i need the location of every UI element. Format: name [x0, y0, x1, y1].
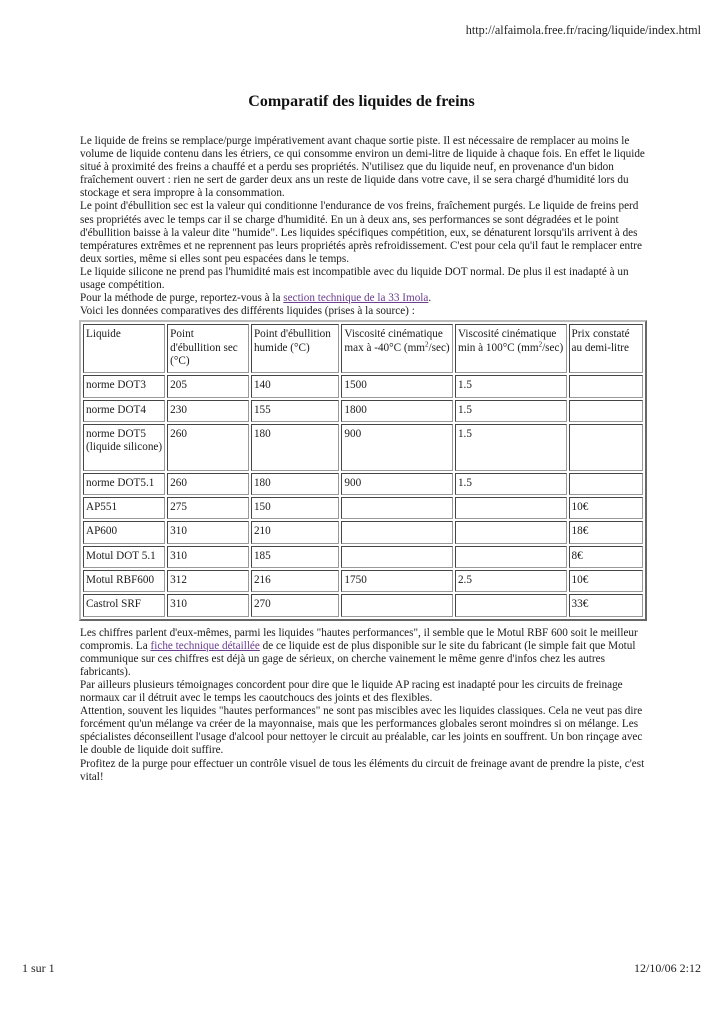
cell-liquide: norme DOT4 — [83, 400, 165, 422]
cell-liquide: Motul DOT 5.1 — [83, 546, 165, 568]
header-price: Prix constaté au demi-litre — [569, 324, 644, 373]
cell-viscosity-min: 1.5 — [455, 375, 567, 397]
superscript-2: 2 — [425, 339, 429, 348]
cell-wet-boiling: 150 — [251, 497, 339, 519]
header-viscosity-min: Viscosité cinématique min à 100°C $(mm^2/\sec)$ — [455, 324, 567, 373]
cell-price — [569, 473, 644, 495]
cell-liquide: norme DOT3 — [83, 375, 165, 397]
cell-wet-boiling: 185 — [251, 546, 339, 568]
paragraph-table-intro: Voici les données comparatives des différents liquides (prises à la source) : — [80, 305, 415, 318]
conclusion-part2: de ce liquide est de plus disponible sur le site du fabricant (le simple fait que Motul communique sur ces chiffres est déjà un gage de sérieux, on cherche vainement le même genre d'infos chez les autres fabricants). — [80, 639, 636, 678]
cell-viscosity-max: 1750 — [341, 570, 453, 592]
table-row — [83, 546, 643, 568]
table-row — [83, 570, 643, 592]
cell-liquide: AP551 — [83, 497, 165, 519]
print-datetime: 12/10/06 2:12 — [633, 961, 701, 975]
header-viscosity-max: Viscosité cinématique max à -40°C $(mm^2/\sec)$ — [341, 324, 453, 373]
cell-viscosity-max — [341, 594, 453, 616]
page-number: 1 sur 1 — [22, 961, 55, 975]
cell-price: 8€ — [569, 546, 644, 568]
cell-dry-boiling: 205 — [167, 375, 249, 397]
header-dry-boiling: Point d'ébullition sec (°C) — [167, 324, 249, 373]
paragraph-replacement: Le liquide de freins se remplace/purge impérativement avant chaque sortie piste. Il est nécessaire de remplacer au moins le volume de liquide contenu dans les étriers, ce qui consomme environ un demi-litre de liquide à chaque fois. En effet le liquide situé à proximité des freins a chauffé et a perdu ses propriétés. N'utilisez que du liquide neuf, en provenance d'un bidon fraîchement ouvert : rien ne sert de garder deux ans un reste de liquide dans votre cave, il se sera chargé d'humidité lors du stockage et sera impropre à la consommation. — [80, 135, 645, 200]
page-url: http://alfaimola.free.fr/racing/liquide/index.html — [465, 23, 701, 37]
table-row — [83, 375, 643, 397]
cell-dry-boiling: 312 — [167, 570, 249, 592]
header-wet-boiling: Point d'ébullition humide (°C) — [251, 324, 339, 373]
paragraph-ap-racing: Par ailleurs plusieurs témoignages concordent pour dire que le liquide AP racing est inadapté pour les circuits de freinage normaux car il détruit avec le temps les caoutchoucs des joints et des flexibles. — [80, 678, 623, 705]
cell-viscosity-min — [455, 546, 567, 568]
paragraph-silicone: Le liquide silicone ne prend pas l'humidité mais est incompatible avec du liquide DOT normal. De plus il est inadapté à un usage compétition. — [80, 265, 629, 292]
table-row — [83, 473, 643, 495]
cell-price: 18€ — [569, 521, 644, 543]
cell-liquide: Castrol SRF — [83, 594, 165, 616]
cell-wet-boiling: 270 — [251, 594, 339, 616]
cell-wet-boiling: 210 — [251, 521, 339, 543]
cell-wet-boiling: 155 — [251, 400, 339, 422]
superscript-2: 2 — [538, 339, 543, 348]
cell-viscosity-min: 2.5 — [455, 570, 567, 592]
comparison-table — [79, 320, 647, 620]
cell-dry-boiling: 260 — [167, 424, 249, 471]
paragraph-visual-check: Profitez de la purge pour effectuer un contrôle visuel de tous les éléments du circuit de freinage avant de prendre la piste, c'est vital! — [80, 757, 645, 783]
cell-dry-boiling: 310 — [167, 594, 249, 616]
header-liquide: Liquide — [83, 324, 165, 373]
cell-liquide: Motul RBF600 — [83, 570, 165, 592]
cell-dry-boiling: 230 — [167, 400, 249, 422]
section-technique-link[interactable]: section technique de la 33 Imola — [283, 292, 429, 305]
cell-viscosity-min — [455, 521, 567, 543]
cell-viscosity-max: 900 — [341, 424, 453, 471]
cell-viscosity-min: 1.5 — [455, 424, 567, 471]
cell-wet-boiling: 180 — [251, 424, 339, 471]
cell-viscosity-min — [455, 594, 567, 616]
cell-viscosity-max: 1500 — [341, 375, 453, 397]
table-row — [83, 424, 643, 471]
article-body — [80, 135, 650, 784]
cell-liquide: norme DOT5.1 — [83, 473, 165, 495]
cell-wet-boiling: 216 — [251, 570, 339, 592]
cell-price — [569, 375, 644, 397]
cell-viscosity-max — [341, 546, 453, 568]
cell-viscosity-max: 900 — [341, 473, 453, 495]
cell-viscosity-max: 1800 — [341, 400, 453, 422]
cell-dry-boiling: 275 — [167, 497, 249, 519]
cell-price — [569, 400, 644, 422]
cell-price — [569, 424, 644, 471]
paragraph-conclusion — [80, 627, 650, 679]
cell-dry-boiling: 310 — [167, 521, 249, 543]
cell-viscosity-min: 1.5 — [455, 400, 567, 422]
cell-dry-boiling: 310 — [167, 546, 249, 568]
cell-viscosity-max — [341, 497, 453, 519]
cell-viscosity-min: 1.5 — [455, 473, 567, 495]
fiche-technique-link[interactable]: fiche technique détaillée — [150, 639, 260, 652]
conclusion-part1: Les chiffres parlent d'eux-mêmes, parmi les liquides "hautes performances", il semble que le Motul RBF 600 soit le meilleur compromis. La — [80, 626, 638, 652]
cell-liquide: norme DOT5 (liquide silicone) — [83, 424, 165, 471]
cell-viscosity-max — [341, 521, 453, 543]
table-header-row — [83, 324, 643, 373]
paragraph-boiling-point: Le point d'ébullition sec est la valeur qui conditionne l'endurance de vos freins, fraîchement purgés. Le liquide de freins perd ses propriétés avec le temps car il se charge d'humidité. En un à deux ans, ses performances se sont dégradées et le point d'ébullition baisse à la valeur dite "humide". Les liquides spécifiques compétition, eux, se dénaturent lorsqu'ils arrivent à des températures extrêmes et ne reprennent pas leurs propriétés après refroidissement. C'est pour cela qu'il faut le remplacer entre deux sorties, même si elles sont peu espacées dans le temps. — [80, 200, 642, 265]
page-title: Comparatif des liquides de freins — [248, 93, 475, 110]
cell-price: 33€ — [569, 594, 644, 616]
cell-wet-boiling: 140 — [251, 375, 339, 397]
cell-viscosity-min — [455, 497, 567, 519]
paragraph-purge-method — [80, 292, 650, 305]
table-row — [83, 594, 643, 616]
purge-suffix: . — [428, 292, 432, 305]
table-row — [83, 497, 643, 519]
paragraph-miscibility: Attention, souvent les liquides "hautes performances" ne sont pas miscibles avec les liquides classiques. Cela ne veut pas dire forcément qu'un mélange va créer de la mayonnaise, mais que les performances globales seront moindres si on mélange. Les spécialistes déconseillent l'usage d'alcool pour nettoyer le circuit au préalable, car les joints en souffrent. Un bon rinçage avec le double de liquide doit suffire. — [80, 705, 643, 757]
cell-liquide: AP600 — [83, 521, 165, 543]
cell-price: 10€ — [569, 497, 644, 519]
table-row — [83, 400, 643, 422]
cell-price: 10€ — [569, 570, 644, 592]
table-row — [83, 521, 643, 543]
cell-wet-boiling: 180 — [251, 473, 339, 495]
purge-prefix: Pour la méthode de purge, reportez-vous à la — [80, 292, 284, 305]
cell-dry-boiling: 260 — [167, 473, 249, 495]
